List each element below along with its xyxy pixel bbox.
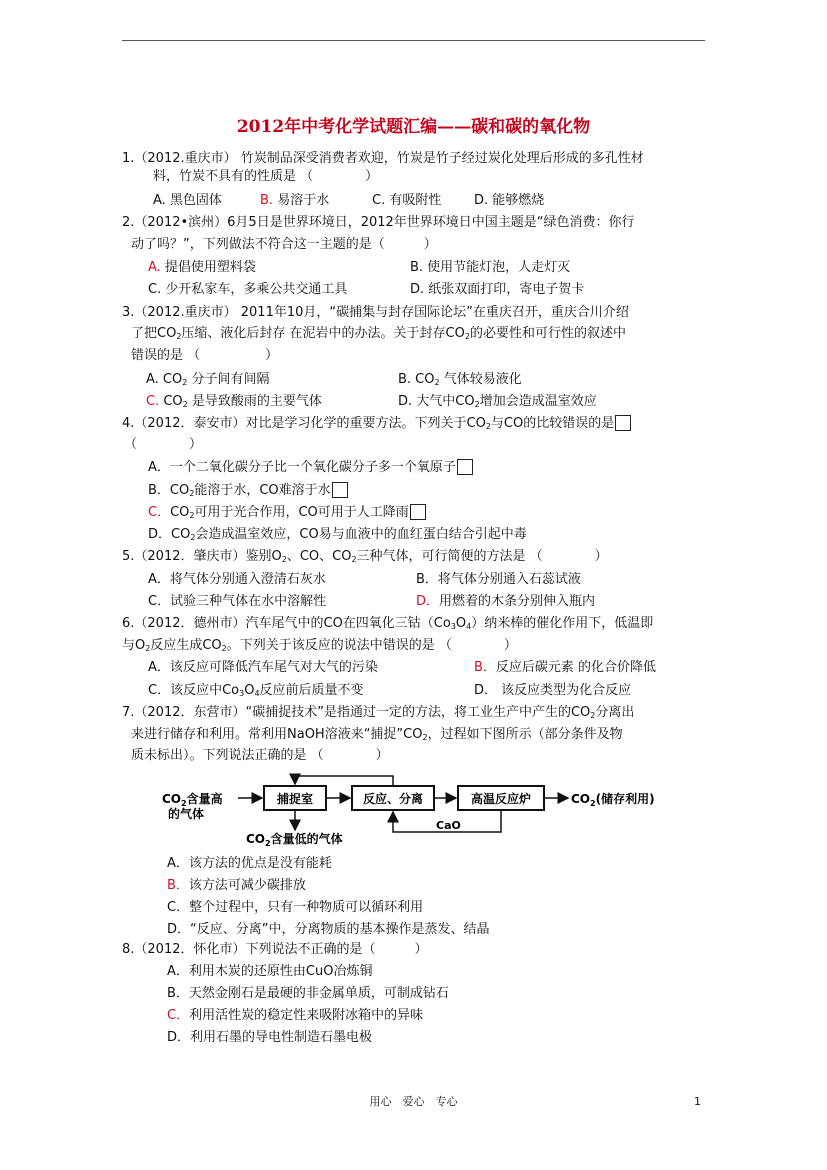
q8-option-a: A．利用木炭的还原性由CuO冶炼铜 (167, 964, 373, 979)
arrow-top-loop (295, 776, 393, 786)
q4-stem-line1: 4.（2012．泰安市）对比是学习化学的重要方法。下列关于$CO_2$与CO的比较错误的是 (122, 415, 631, 432)
diagram-low-co2-label: $CO_2$含量低的气体 (246, 832, 343, 848)
q7-stem-line3: 质未标出）。下列说法正确的是 （ ） (131, 748, 389, 763)
q1-option-b: B. 易溶于水 (260, 193, 330, 208)
q1-option-a: A. 黑色固体 (153, 193, 222, 208)
q1-option-d: D. 能够燃烧 (474, 193, 545, 208)
q7-stem-line2: 来进行储存和利用。常利用NaOH溶液来“捕捉$”CO_2$，过程如下图所示（部分条件及物 (131, 727, 623, 742)
q7-stem-line1: 7.（2012．东营市）“碳捕捉技术”是指通过一定的方法，将工业生产中产生的$CO_2$分离出 (122, 705, 635, 720)
q8-option-b: B．天然金刚石是最硬的非金属单质，可制成钻石 (167, 986, 449, 1001)
q2-stem-line2: 动了吗？”，下列做法不符合这一主题的是（ ） (131, 237, 437, 252)
q3-option-d: D. 大气中$CO_2$增加会造成温室效应 (398, 394, 597, 409)
q2-option-b: B. 使用节能灯泡，人走灯灭 (410, 260, 571, 275)
page-footer: 用心 爱心 专心 (369, 1095, 458, 1108)
q6-stem-line2: 与$O_2$反应生成$CO_2$。下列关于该反应的说法中错误的是 （ ） (122, 638, 517, 653)
q4-stem-line2: （ ） (124, 437, 203, 452)
q1-stem-line2: 料，竹炭不具有的性质是 （ ） (153, 169, 379, 184)
q2-option-d: D. 纸张双面打印，寄电子贺卡 (410, 282, 585, 297)
q1-option-c: C. 有吸附性 (372, 193, 442, 208)
q7-option-b: B．该方法可减少碳排放 (167, 878, 306, 893)
q5-option-b: B．将气体分别通入石蕊试液 (416, 572, 581, 587)
q6-stem-line1: 6.（2012．德州市）汽车尾气中的CO在四氧化三钴$(Co_3O_4)$纳米棒的催化作用下，低温即 (122, 616, 654, 631)
q6-option-a: A．该反应可降低汽车尾气对大气的污染 (148, 660, 378, 675)
q2-option-c: C. 少开私家车，多乘公共交通工具 (148, 282, 348, 297)
q2-stem-line1: 2.（2012•滨州）6月5日是世界环境日，2012年世界环境日中国主题是“绿色消费：你行 (122, 215, 635, 230)
q6-option-d: D． 该反应类型为化合反应 (474, 683, 632, 698)
q2-option-a: A. 提倡使用塑料袋 (148, 260, 256, 275)
q8-stem: 8.（2012．怀化市）下列说法不正确的是（ ） (122, 942, 428, 957)
q7-option-d: D．“反应、分离”中，分离物质的基本操作是蒸发、结晶 (167, 922, 490, 937)
q3-stem-line2: 了把$CO_2$压缩、液化后封存 在泥岩中的办法。关于封存$CO_2$的必要性和可行性的叙述中 (131, 326, 626, 341)
q5-option-c: C．试验三种气体在水中溶解性 (148, 594, 327, 609)
q4-option-d: D．$CO_2$会造成温室效应，CO易与血液中的血红蛋白结合引起中毒 (148, 527, 527, 542)
q6-option-b: B．反应后碳元素 的化合价降低 (474, 660, 657, 675)
q5-stem: 5.（2012．肇庆市）鉴别$O_2$、CO、$CO_2$三种气体，可行简便的方法是 （ ） (122, 549, 608, 564)
q3-option-a: A. $CO_2$ 分子间有间隔 (146, 372, 270, 387)
box-high-temp-furnace-label: 高温反应炉 (470, 792, 532, 806)
q8-option-d: D．利用石墨的导电性制造石墨电极 (167, 1030, 373, 1045)
box-capture-room-label: 捕捉室 (276, 792, 314, 806)
q1-stem-line1: 1.（2012.重庆市） 竹炭制品深受消费者欢迎，竹炭是竹子经过炭化处理后形成的多孔性材 (122, 151, 644, 166)
diagram-output-label: $CO_2$(储存利用) (571, 792, 655, 808)
q6-option-c: C．该反应中$Co_3O_4$反应前后质量不变 (148, 683, 364, 698)
q3-option-b: B. $CO_2$ 气体较易液化 (398, 372, 522, 387)
q4-option-a: A．一个二氧化碳分子比一个氧化碳分子多一个氧原子 (148, 459, 473, 476)
page-title: 2012年中考化学试题汇编——碳和碳的氧化物 (236, 117, 591, 137)
diagram-cao-label: CaO (436, 819, 461, 832)
q3-stem-line1: 3.（2012.重庆市） 2011年10月，“碳捕集与封存国际论坛”在重庆召开，重庆合川介绍 (122, 305, 629, 320)
q5-option-d: D．用燃着的木条分别伸入瓶内 (416, 594, 596, 609)
q5-option-a: A．将气体分别通入澄清石灰水 (148, 572, 326, 587)
q8-option-c: C．利用活性炭的稳定性来吸附冰箱中的异味 (167, 1008, 424, 1023)
q3-option-c: C. $CO_2$ 是导致酸雨的主要气体 (146, 394, 322, 409)
page-number: 1 (694, 1095, 701, 1108)
q3-stem-line3: 错误的是 （ ） (131, 348, 279, 363)
q7-option-a: A．该方法的优点是没有能耗 (167, 856, 332, 871)
diagram-input-label: $CO_2$含量高 (162, 792, 223, 808)
diagram-input-label-2: 的气体 (168, 807, 205, 821)
q4-option-c: C．$CO_2$可用于光合作用，CO可用于人工降雨 (148, 504, 426, 521)
q4-option-b: B．$CO_2$能溶于水，CO难溶于水 (148, 482, 348, 499)
box-reaction-separation-label: 反应、分离 (362, 792, 424, 806)
q7-option-c: C．整个过程中，只有一种物质可以循环利用 (167, 900, 424, 915)
